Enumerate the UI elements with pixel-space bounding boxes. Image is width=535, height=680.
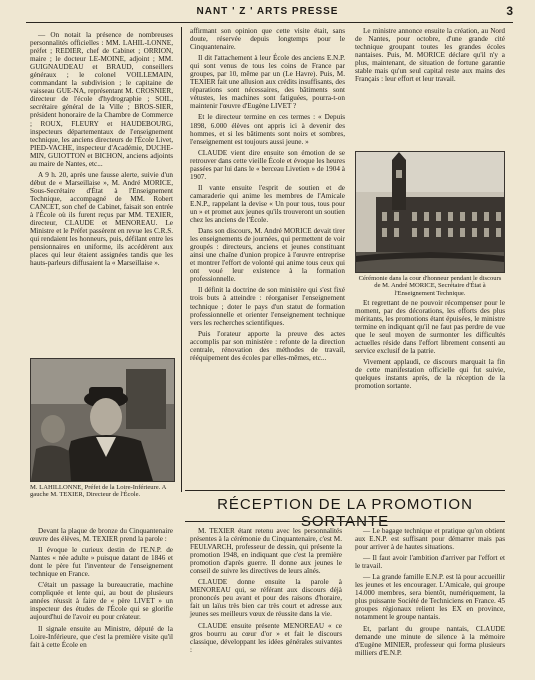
paragraph: — On notait la présence de nombreuses personnalités officielles : MM. LAHIL-LONNE, préfet ; REDIER, chef de Cabinet ; ORRION, maire ; le docteur LE-MOINE, adjoint ; MM. GUIGNAUDEAU et BRAUD, conseillers généraux ; le colonel VOILLEMAIN, commandant la subdivision ; le capitaine de vaisseau GUE-NA, représentant M. CROSNIER, directeur de l'école d'hydrographie ; SOIL, secrétaire général de la Ville ; BROS-SIER, président honoraire de la Chambre de Commerce ; ROUX, FLEURY et HAUDEBOURG, inspecteurs départementaux de l'enseignement technique, les anciens directeurs de l'École Livet, PIED-VACHE, inspecteur d'Académie, DUCHE-MIN, GUIOTTON et BICHON, anciens adjoints au maire de Nantes, etc...: [30, 31, 173, 168]
page-number: 3: [506, 4, 513, 18]
portrait-caption: M. LAHILLONNE, Préfet de la Loire-Inférieure. A gauche M. TEXIER, Directeur de l'École.: [30, 484, 167, 499]
column-3-middle-text: [355, 299, 505, 394]
paragraph: Il définit la doctrine de son ministère qui s'est fixé trois buts à atteindre : réorganiser l'enseignement technique ; doter le pays d'un statut de formation professionnelle et orienter l'enseignement technique vers les recherches scientifiques.: [190, 286, 345, 327]
paragraph: Et le directeur termine en ces termes : « Depuis 1898, 6.000 élèves ont appris ici à devenir des hommes, et si les bâtiments sont noirs et sombres, l'enseignement est toujours aussi jeune. »: [190, 113, 345, 146]
masthead: NANT ' Z ' ARTS PRESSE: [196, 6, 339, 17]
paragraph: Devant la plaque de bronze du Cinquantenaire œuvre des élèves, M. TEXIER prend la parole :: [30, 527, 173, 544]
paragraph: Il signale ensuite au Ministre, député de la Loire-Inférieure, que c'est la première visite qu'il fait à cette École en: [30, 624, 173, 649]
photo-school-courtyard-icon: [356, 152, 504, 272]
paragraph: Il vante ensuite l'esprit de soutien et de camaraderie qui anime les membres de l'Amicale E.N.P., rappelant la devise « Un pour tous, tous pour un » et promet aux jeunes qu'ils trouveront un soutien chez les anciens de l'École.: [190, 183, 345, 225]
column-1-text: [30, 31, 173, 270]
paragraph: A 9 h. 20, après une fausse alerte, suivie d'un début de « Marseillaise », M. André MORICE, Sous-Secrétaire d'État à l'Enseignement Technique, accompagné de MM. Robert CANCET, son chef de Cabinet, faisait son entrée à l'École où ils furent reçus par MM. TEXIER, directeur, CLAUDE et MENOREAU. Le Ministre et le Préfet passèrent en revue les C.R.S. qui rendaient les honneurs, puis, défilant entre les pensionnaires en uniforme, ils accédèrent aux places qui leur étaient assignées tandis que les hauts-parleurs diffusaient la « Marseillaise ».: [30, 170, 173, 268]
paragraph: CLAUDE donne ensuite la parole à MENOREAU qui, se référant aux discours déjà prononcés peu avant et pour des raisons d'horaire, fait un laïus très bien car très court et adresse aux jeunes ses meilleurs vœux de réussite dans la vie.: [190, 578, 342, 619]
paragraph: affirmant son opinion que cette visite était, sans doute, réservée depuis longtemps pour le Cinquantenaire.: [190, 27, 345, 52]
section-rule-top: [185, 490, 505, 491]
column-divider: [181, 27, 182, 492]
paragraph: Puis l'orateur apporte la preuve des actes accomplis par son ministère : refonte de la direction centrale, rénovation des méthodes de travail, rééquipement des écoles par elles-mêmes, etc...: [190, 329, 345, 362]
paragraph: M. TEXIER étant retenu avec les personnalités présentes à la cérémonie du Cinquantenaire, c'est M. FEULVARCH, professeur de dessin, qui présente la promotion 1948, en indiquant que c'est la première promotion d'après guerre. Il donne aux jeunes le conseil de suivre les directives de leurs aînés.: [190, 527, 342, 576]
paragraph: — Il faut avoir l'ambition d'arriver par l'effort et le travail.: [355, 554, 505, 571]
column-2-text: [190, 27, 345, 365]
section-column-1-text: [190, 527, 342, 657]
paragraph: C'était un passage la bureaucratie, machine compliquée et lente qui, au bout de plusieurs années réussit à faire de « père LIVET » un inspecteur des études de l'École qui se glorifie aujourd'hui de l'avoir eu pour créateur.: [30, 581, 173, 622]
paragraph: — La grande famille E.N.P. est là pour accueillir les jeunes et les encourager. L'Amicale, qui groupe 14.000 membres, sera bientôt, numériquement, la plus puissante Société de Techniciens en France. 45 groupes régionaux relient les EX en province, notamment le groupe nantais.: [355, 573, 505, 622]
ceremony-photo: [355, 151, 505, 273]
section-title: RÉCEPTION DE LA PROMOTION SORTANTE: [217, 496, 473, 530]
header-rule: [26, 22, 513, 23]
page-header: [0, 0, 535, 26]
paragraph: Il dit l'attachement à leur École des anciens E.N.P. qui sont venus de tous les coins de France par groupes, par 10, même par un (Le Havre). Puis, M. TEXIER fait une allusion aux crédits insuffisants, des réparations sont nécessaires, des bâtiments sont vétustes, les machines sont fatiguées, pourra-t-on maintenir l'œuvre d'Eugène LIVET ?: [190, 54, 345, 111]
ceremony-caption: Cérémonie dans la cour d'honneur pendant le discours de M. André MORICE, Secrétaire d'État à l'Enseignement Technique.: [358, 275, 502, 297]
paragraph: Vivement applaudi, ce discours marquait la fin de cette manifestation officielle qui fut suivie, quelques instants après, de la réception de la promotion sortante.: [355, 358, 505, 391]
paragraph: Il évoque le curieux destin de l'E.N.P. de Nantes « née adulte » puisque datant de 1846 et dont le père fut l'inventeur de l'enseignement technique en France.: [30, 546, 173, 579]
paragraph: CLAUDE vient dire ensuite son émotion de se retrouver dans cette vieille École et évoque les heures passées par lui dans le « berceau Livetien » de 1904 à 1907.: [190, 148, 345, 181]
section-column-2-text: [355, 527, 505, 660]
section-rule-bottom: [185, 521, 505, 522]
paragraph: CLAUDE ensuite présente MENOREAU « ce gros bourru au cœur d'or » et fait le discours classique, développant les idées générales suivantes :: [190, 621, 342, 654]
paragraph: — Le bagage technique et pratique qu'on obtient aux E.N.P. est suffisant pour démarrer mais pas pour arriver à de hautes situations.: [355, 527, 505, 552]
paragraph: Et, parlant du groupe nantais, CLAUDE demande une minute de silence à la mémoire d'Eugène MINIER, professeur qui forma plusieurs milliers d'E.N.P.: [355, 624, 505, 657]
column-3-text: [355, 27, 505, 86]
paragraph: Dans son discours, M. André MORICE devait tirer les enseignements de journées, qui permettent de voir groupés : directeurs, anciens et jeunes constituant ainsi une chaîne d'union propice à l'œuvre entreprise et montrer l'effort de volonté qui anime tous ceux qui ont voué leur existence à la formation professionnelle.: [190, 227, 345, 284]
portrait-photo: [30, 358, 175, 482]
column-1-bottom-text: [30, 527, 173, 652]
paragraph: Et regrettant de ne pouvoir récompenser pour le moment, par des décorations, les efforts des plus méritants, les promotions étant épuisées, le ministre termine en indiquant qu'il ne faut pas perdre de vue que le seul moyen de surmonter les difficultés actuelles réside dans l'effort librement consenti au service exclusif de la patrie.: [355, 299, 505, 356]
photo-portrait-icon: [31, 359, 174, 481]
paragraph: Le ministre annonce ensuite la création, au Nord de Nantes, pour octobre, d'une grande cité technique groupant toutes les grandes écoles nantaises. Puis, M. MORICE déclare qu'il n'y a plus, maintenant, de situation de fortune garantie stable mais qu'un seul capital reste aux mains des Français : leur effort et leur travail.: [355, 27, 505, 84]
